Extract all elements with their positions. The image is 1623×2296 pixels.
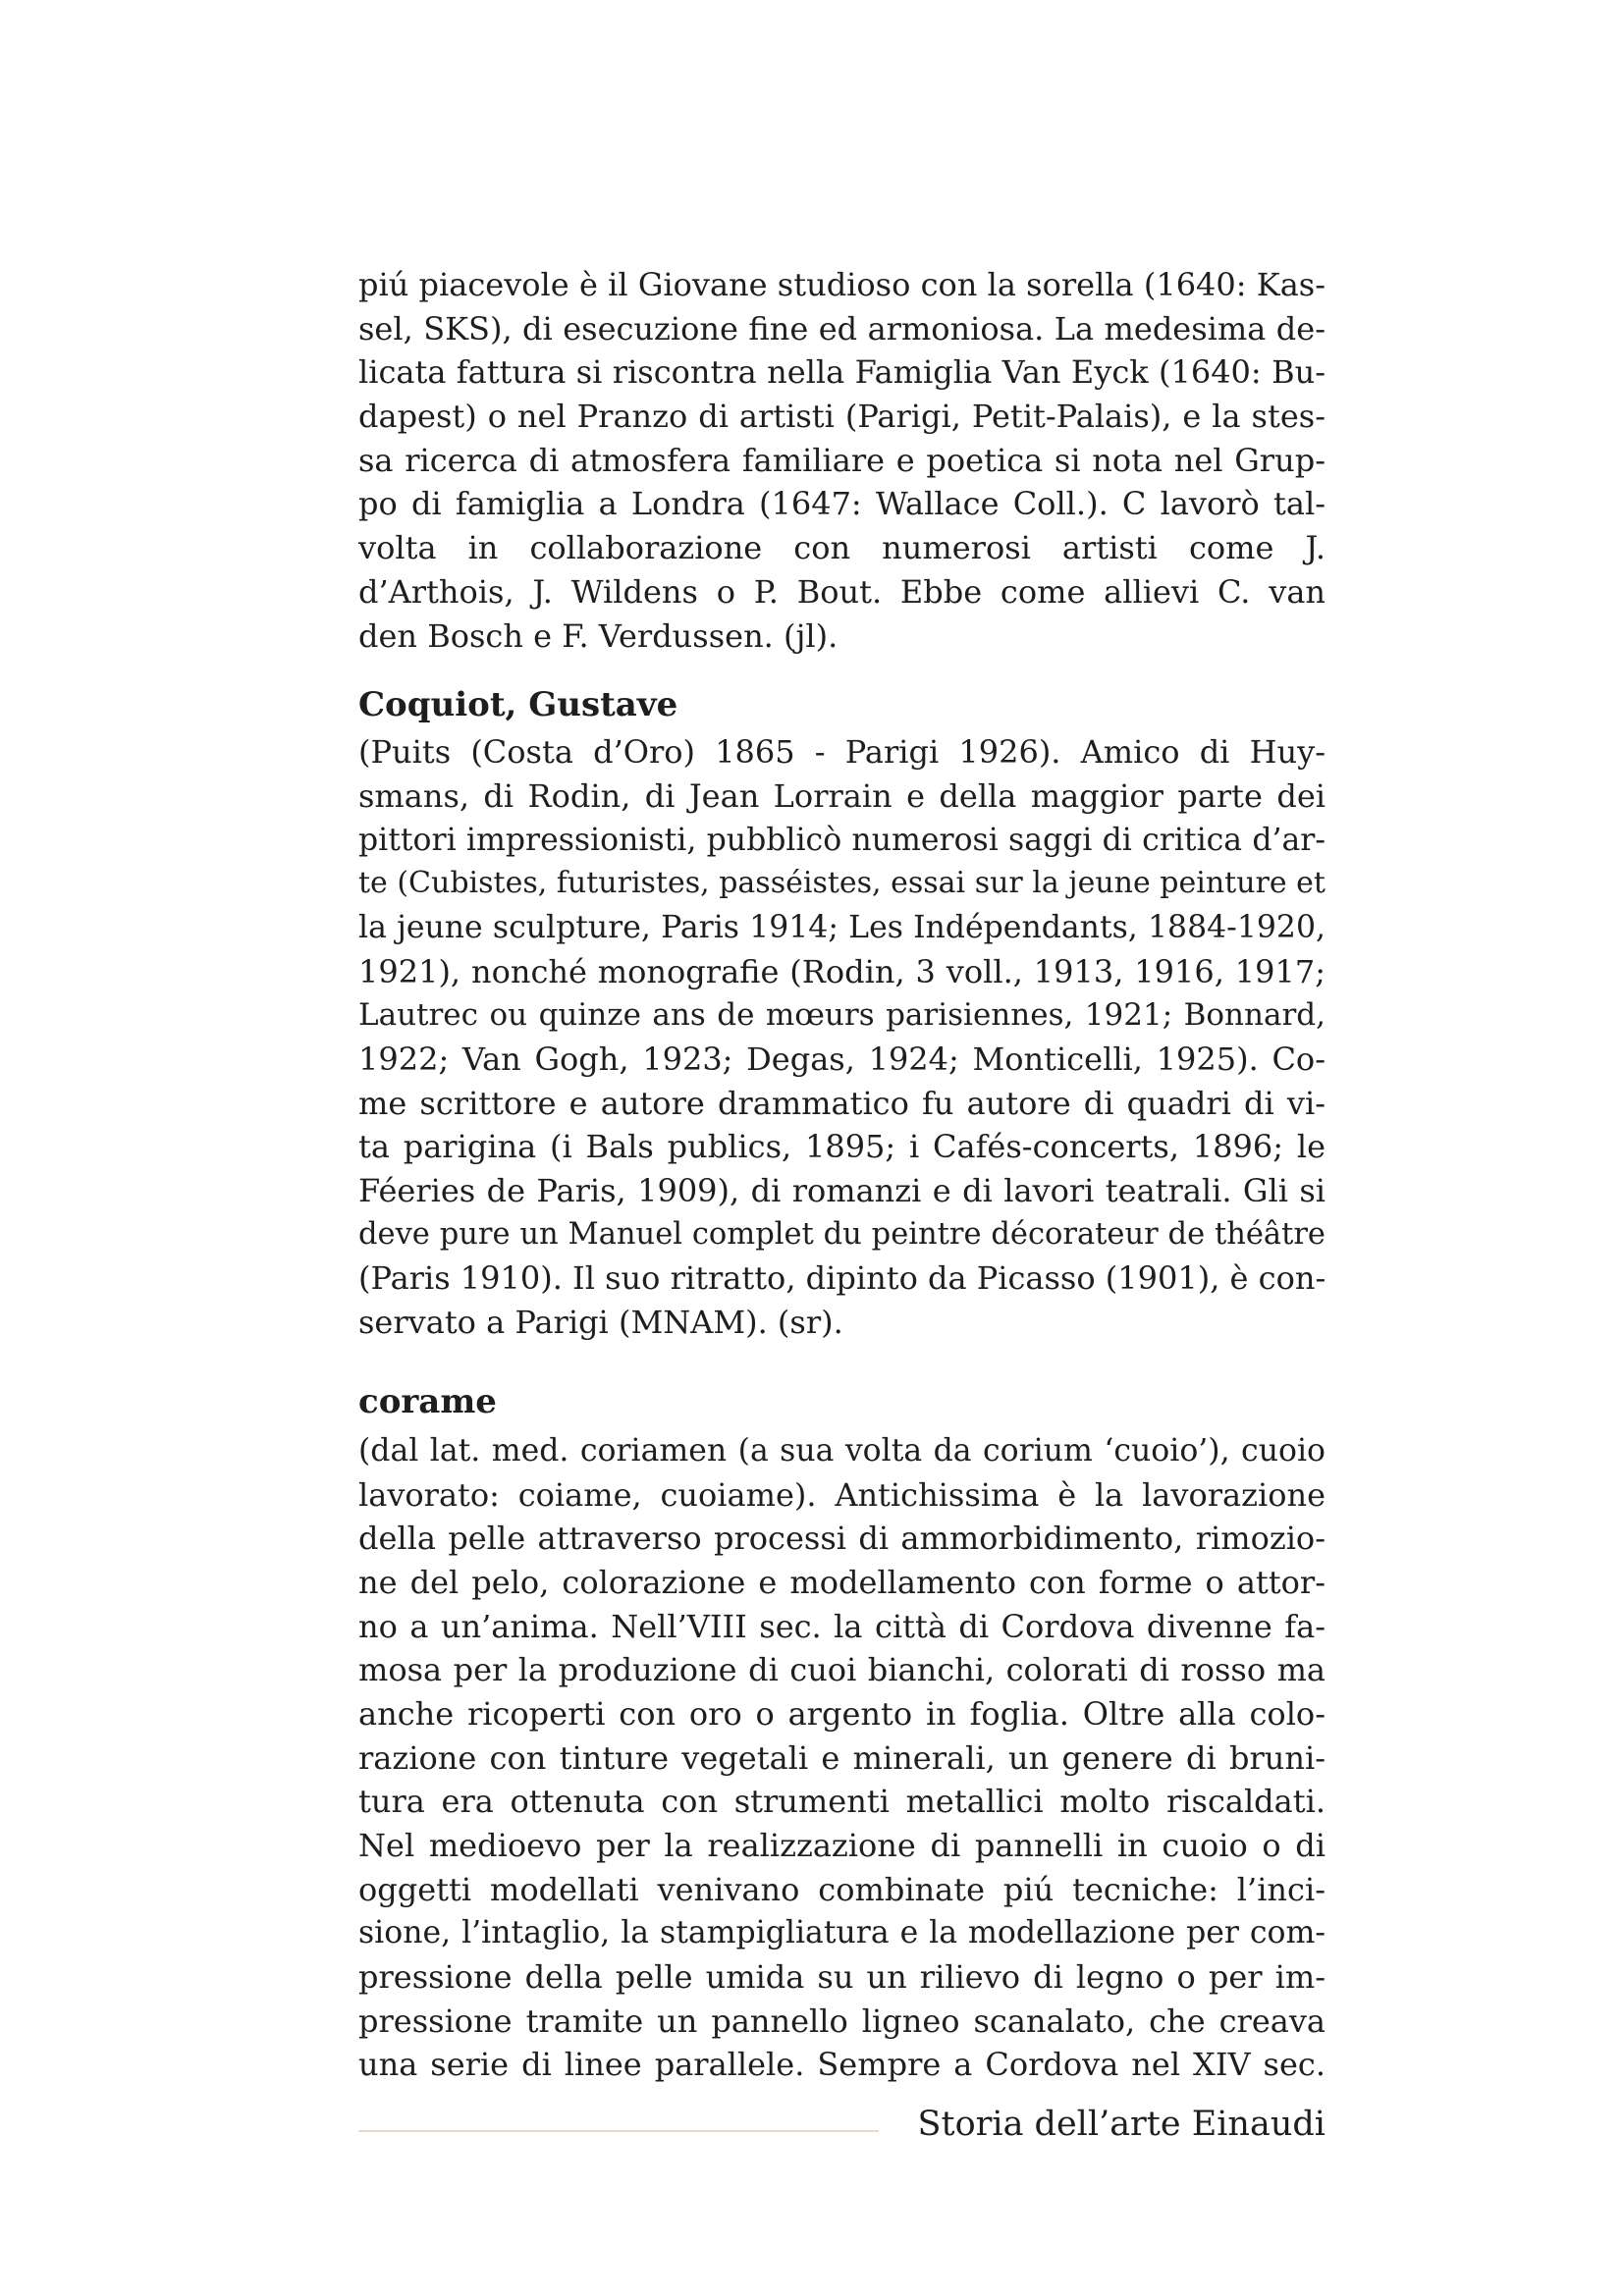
entry-body-coquiot — [358, 730, 1325, 1345]
text-line: Lautrec ou quinze ans de mœurs parisiennes, 1921; Bonnard, — [358, 997, 1325, 1034]
text-line: po di famiglia a Londra (1647: Wallace Coll.). C lavorò tal- — [358, 485, 1325, 523]
text-line: piú piacevole è il Giovane studioso con la sorella (1640: Kas- — [358, 266, 1325, 303]
footer-rule — [358, 2130, 879, 2132]
page-footer — [358, 2101, 1325, 2160]
text-line: mosa per la produzione di cuoi bianchi, colorati di rosso ma — [358, 1651, 1325, 1689]
text-line: pressione della pelle umida su un rilievo di legno o per im- — [358, 1958, 1325, 1997]
text-line: anche ricoperti con oro o argento in foglia. Oltre alla colo- — [358, 1694, 1325, 1733]
text-line: 1922; Van Gogh, 1923; Degas, 1924; Monticelli, 1925). Co- — [358, 1041, 1325, 1078]
text-line: lavorato: coiame, cuoiame). Antichissima è la lavorazione — [358, 1475, 1325, 1514]
page-body — [358, 263, 1325, 2087]
text-line: sel, SKS), di esecuzione fine ed armoniosa. La medesima de- — [358, 309, 1325, 347]
text-line: razione con tinture vegetali e minerali, un genere di bruni- — [358, 1738, 1325, 1777]
text-line: Féeries de Paris, 1909), di romanzi e di lavori teatrali. Gli si — [358, 1172, 1325, 1210]
text-line: la jeune sculpture, Paris 1914; Les Indépendants, 1884-1920, — [358, 909, 1325, 945]
text-line: tura era ottenuta con strumenti metallici molto riscaldati. — [358, 1783, 1325, 1821]
text-line: pressione tramite un pannello ligneo scanalato, che creava — [358, 2002, 1325, 2040]
entry-heading-coquiot: Coquiot, Gustave — [358, 685, 678, 725]
text-line: den Bosch e F. Verdussen. (jl). — [358, 616, 839, 655]
text-line: licata fattura si riscontra nella Famiglia Van Eyck (1640: Bu- — [358, 353, 1325, 392]
text-line: (Puits (Costa d’Oro) 1865 - Parigi 1926). Amico di Huy- — [358, 733, 1325, 772]
text-line: una serie di linee parallele. Sempre a Cordova nel XIV sec. — [358, 2046, 1325, 2084]
text-line: ne del pelo, colorazione e modellamento con forme o attor- — [358, 1563, 1325, 1601]
text-line: me scrittore e autore drammatico fu autore di quadri di vi- — [358, 1084, 1325, 1122]
footer-title: Storia dell’arte Einaudi — [917, 2105, 1325, 2144]
text-line: no a un’anima. Nell’VIII sec. la città di Cordova divenne fa- — [358, 1607, 1325, 1645]
text-line: della pelle attraverso processi di ammorbidimento, rimozio- — [358, 1520, 1325, 1558]
text-line: ta parigina (i Bals publics, 1895; i Cafés-concerts, 1896; le — [358, 1128, 1325, 1166]
text-line: servato a Parigi (MNAM). (sr). — [358, 1304, 843, 1342]
entry-body-corame — [358, 1429, 1325, 2087]
text-line: smans, di Rodin, di Jean Lorrain e della maggior parte dei — [358, 776, 1325, 815]
text-line: sione, l’intaglio, la stampigliatura e la modellazione per com- — [358, 1915, 1325, 1951]
text-line: pittori impressionisti, pubblicò numerosi saggi di critica d’ar- — [358, 822, 1325, 858]
continuation-paragraph — [358, 263, 1325, 658]
text-line: (dal lat. med. coriamen (a sua volta da corium ‘cuoio’), cuoio — [358, 1432, 1325, 1468]
text-line: d’Arthois, J. Wildens o P. Bout. Ebbe come allievi C. van — [358, 572, 1325, 611]
text-line: 1921), nonché monografie (Rodin, 3 voll., 1913, 1916, 1917; — [358, 952, 1325, 990]
text-line: te (Cubistes, futuristes, passéistes, essai sur la jeune peinture et — [358, 866, 1325, 901]
text-line: oggetti modellati venivano combinate piú tecniche: l’inci- — [358, 1870, 1325, 1908]
text-line: dapest) o nel Pranzo di artisti (Parigi, Petit-Palais), e la stes- — [358, 398, 1325, 436]
entry-heading-corame: corame — [358, 1381, 497, 1421]
text-line: volta in collaborazione con numerosi artisti come J. — [358, 529, 1325, 567]
text-line: (Paris 1910). Il suo ritratto, dipinto da Picasso (1901), è con- — [358, 1259, 1326, 1298]
text-line: Nel medioevo per la realizzazione di pannelli in cuoio o di — [358, 1827, 1325, 1864]
text-line: sa ricerca di atmosfera familiare e poetica si nota nel Grup- — [358, 441, 1325, 479]
text-line: deve pure un Manuel complet du peintre décorateur de théâtre — [358, 1216, 1325, 1252]
